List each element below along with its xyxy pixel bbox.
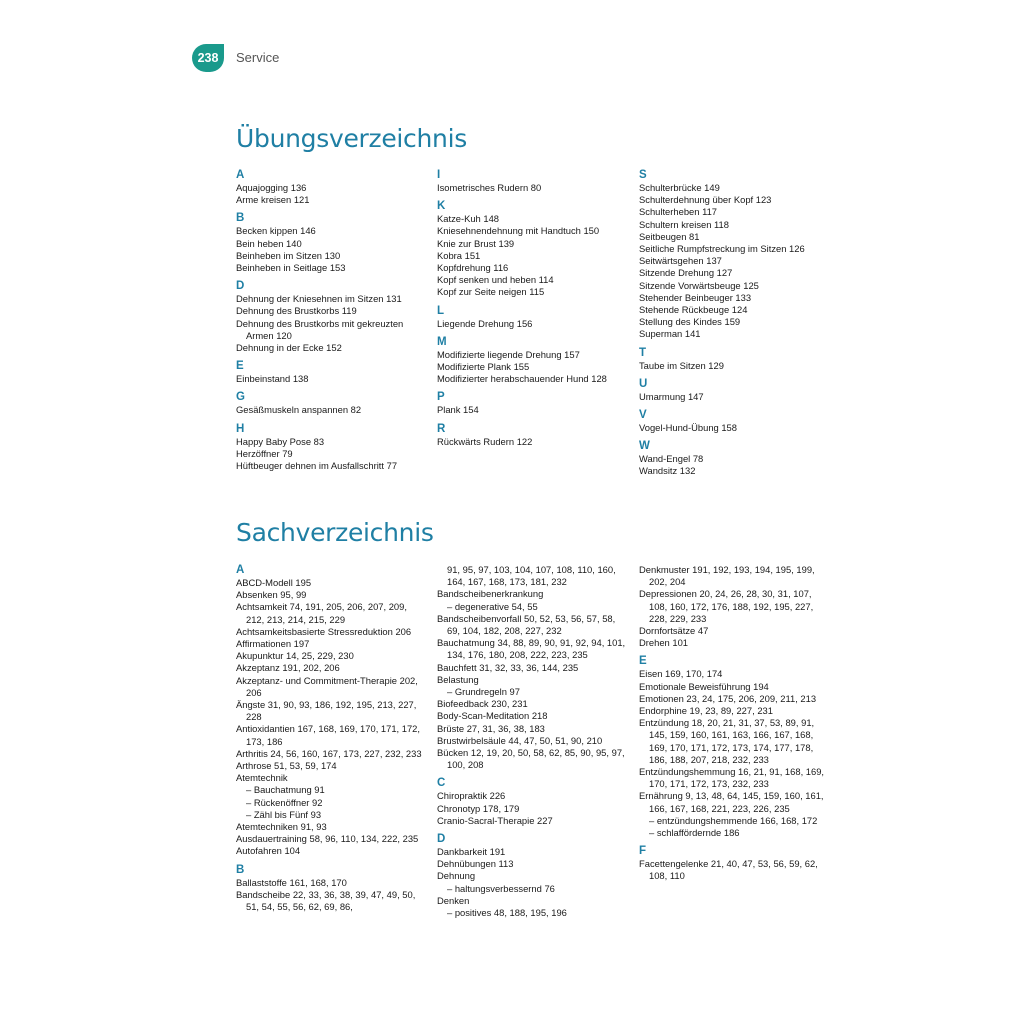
index-entry: Gesäßmuskeln anspannen 82 [236,404,362,416]
index-entry: Dehnung der Kniesehnen im Sitzen 131 [236,293,402,305]
index-entry: Schultern kreisen 118 [639,218,729,230]
index-entry: Ausdauertraining 58, 96, 110, 134, 222, 235 [236,833,419,845]
index-subentry: – haltungsverbessernd 76 [447,882,555,894]
index-letter-heading: E [639,655,647,668]
index-entry: Akzeptanz 191, 202, 206 [236,662,340,674]
index-entry: Dornfortsätze 47 [639,625,709,637]
index-entry: Akupunktur 14, 25, 229, 230 [236,650,354,662]
index-letter-heading: F [639,845,647,858]
index-subentry: – entzündungshemmende 166, 168, 172 [649,814,818,826]
index-entry: Bein heben 140 [236,237,302,249]
index-letter-heading: H [236,422,245,435]
index-entry: Schulterdehnung über Kopf 123 [639,194,772,206]
exercise-index-column-2 [437,169,627,448]
subject-index-column-3 [639,564,829,883]
index-letter-heading: T [639,346,647,359]
index-entry: Biofeedback 230, 231 [437,698,528,710]
index-entry: Akzeptanz- und Commitment-Therapie 202, 206 [236,674,418,698]
index-entry: Liegende Drehung 156 [437,317,533,329]
index-entry: Happy Baby Pose 83 [236,435,325,447]
index-entry: Chronotyp 178, 179 [437,802,520,814]
index-entry: Seitbeugen 81 [639,230,700,242]
index-entry: Modifizierte liegende Drehung 157 [437,348,580,360]
index-entry: Absenken 95, 99 [236,589,307,601]
index-letter-heading: W [639,440,650,453]
index-letter-heading: E [236,360,244,373]
index-entry: Affirmationen 197 [236,638,310,650]
index-entry: Dankbarkeit 191 [437,846,506,858]
index-entry: ABCD-Modell 195 [236,577,312,588]
index-entry: Schulterheben 117 [639,206,718,218]
index-entry: Kopfdrehung 116 [437,262,509,274]
index-entry: Entzündungshemmung 16, 21, 91, 168, 169, 170, 171, 172, 173, 232, 233 [639,766,825,790]
index-letter-heading: K [437,200,446,213]
index-entry: Emotionale Beweisführung 194 [639,680,769,692]
index-entry: Wandsitz 132 [639,465,696,477]
index-entry: Ballaststoffe 161, 168, 170 [236,876,347,888]
index-entry: Plank 154 [437,404,479,416]
index-entry: Brüste 27, 31, 36, 38, 183 [437,722,545,734]
index-entry: Kopf senken und heben 114 [437,274,554,286]
index-entry: Chiropraktik 226 [437,790,506,802]
index-entry: Body-Scan-Meditation 218 [437,710,548,722]
index-entry: Ängste 31, 90, 93, 186, 192, 195, 213, 227, 228 [236,699,417,723]
index-entry: Sitzende Drehung 127 [639,267,733,279]
index-entry: Becken kippen 146 [236,225,316,237]
index-entry: Modifizierte Plank 155 [437,361,530,373]
index-letter-heading: B [236,212,245,225]
index-entry-continuation: 91, 95, 97, 103, 104, 107, 108, 110, 160, 164, 167, 168, 173, 181, 232 [447,564,616,588]
index-entry: Vogel-Hund-Übung 158 [639,422,737,434]
index-entry: Drehen 101 [639,637,688,649]
subject-index-column-1 [236,564,426,913]
index-entry: Bandscheibenerkrankung [437,588,544,600]
index-entry: Kopf zur Seite neigen 115 [437,286,545,298]
index-entry: Arme kreisen 121 [236,194,310,206]
index-entry: Dehnung [437,870,476,882]
index-entry: Seitwärtsgehen 137 [639,255,722,267]
index-subentry: – Grundregeln 97 [447,686,520,698]
index-entry: Beinheben in Seitlage 153 [236,262,346,274]
index-entry: Brustwirbelsäule 44, 47, 50, 51, 90, 210 [437,734,603,746]
index-letter-heading: I [437,169,441,181]
index-entry: Rückwärts Rudern 122 [437,435,533,447]
index-entry: Atemtechnik [236,772,288,784]
index-entry: Hüftbeuger dehnen im Ausfallschritt 77 [236,460,398,472]
index-entry: Sitzende Vorwärtsbeuge 125 [639,279,759,291]
index-entry: Katze-Kuh 148 [437,213,500,225]
index-entry: Denkmuster 191, 192, 193, 194, 195, 199, 202, 204 [639,564,815,588]
index-entry: Superman 141 [639,328,701,340]
index-entry: Dehnung des Brustkorbs mit gekreuzten Armen 120 [236,317,404,341]
index-entry: Bauchatmung 34, 88, 89, 90, 91, 92, 94, 101, 134, 176, 180, 208, 222, 223, 235 [437,637,626,661]
index-entry: Atemtechniken 91, 93 [236,821,327,833]
index-entry: Arthrose 51, 53, 59, 174 [236,760,337,772]
index-entry: Knie zur Brust 139 [437,237,515,249]
index-entry: Stehende Rückbeuge 124 [639,304,748,316]
index-entry: Dehnung in der Ecke 152 [236,342,342,354]
index-entry: Kobra 151 [437,249,481,261]
index-letter-heading: M [437,335,447,348]
index-subentry: – Rückenöffner 92 [246,796,323,808]
index-letter-heading: P [437,391,445,404]
index-entry: Kniesehnendehnung mit Handtuch 150 [437,225,600,237]
index-letter-heading: U [639,377,648,390]
subject-index-column-2 [437,564,627,919]
index-entry: Aquajogging 136 [236,182,307,193]
index-entry: Arthritis 24, 56, 160, 167, 173, 227, 232, 233 [236,747,422,759]
index-subentry: – Zähl bis Fünf 93 [246,808,322,820]
index-entry: Cranio-Sacral-Therapie 227 [437,814,553,826]
index-entry: Eisen 169, 170, 174 [639,668,723,680]
exercise-index-column-3 [639,169,829,478]
page-number-badge: 238 [192,44,224,72]
exercise-index-column-1 [236,169,426,472]
index-entry: Modifizierter herabschauender Hund 128 [437,373,607,385]
index-letter-heading: D [437,833,446,846]
index-entry: Ernährung 9, 13, 48, 64, 145, 159, 160, 161, 166, 167, 168, 221, 223, 226, 235 [639,790,824,814]
index-entry: Antioxidantien 167, 168, 169, 170, 171, 172, 173, 186 [236,723,421,747]
index-entry: Facettengelenke 21, 40, 47, 53, 56, 59, 62, 108, 110 [639,858,818,882]
index-subentry: – Bauchatmung 91 [246,784,325,796]
index-entry: Belastung [437,673,479,685]
section-label: Service [236,50,280,65]
index-letter-heading: L [437,304,445,317]
index-entry: Endorphine 19, 23, 89, 227, 231 [639,705,773,717]
exercise-index-title: Übungsverzeichnis [236,124,467,153]
index-letter-heading: C [437,777,446,790]
index-entry: Autofahren 104 [236,845,301,857]
index-entry: Denken [437,894,470,906]
index-letter-heading: A [236,169,245,181]
index-letter-heading: B [236,863,245,876]
index-entry: Einbeinstand 138 [236,373,309,385]
index-entry: Bandscheibenvorfall 50, 52, 53, 56, 57, 58, 69, 104, 182, 208, 227, 232 [437,612,616,637]
index-letter-heading: V [639,409,647,422]
index-subentry: – positives 48, 188, 195, 196 [447,907,567,919]
index-subentry: – degenerative 54, 55 [447,600,538,612]
index-entry: Achtsamkeitsbasierte Stressreduktion 206 [236,625,412,637]
index-letter-heading: G [236,391,245,404]
index-letter-heading: A [236,564,245,576]
index-entry: Seitliche Rumpfstreckung im Sitzen 126 [639,243,805,255]
index-entry: Isometrisches Rudern 80 [437,182,542,193]
index-letter-heading: R [437,422,446,435]
index-entry: Bandscheibe 22, 33, 36, 38, 39, 47, 49, 50, 51, 54, 55, 56, 62, 69, 86, [236,888,416,913]
index-letter-heading: S [639,169,647,181]
index-entry: Beinheben im Sitzen 130 [236,249,341,261]
index-entry: Bücken 12, 19, 20, 50, 58, 62, 85, 90, 95, 97, 100, 208 [437,747,625,771]
index-entry: Herzöffner 79 [236,447,293,459]
index-entry: Achtsamkeit 74, 191, 205, 206, 207, 209, 212, 213, 214, 215, 229 [236,601,407,625]
index-entry: Wand-Engel 78 [639,453,704,465]
index-entry: Umarmung 147 [639,390,704,402]
index-entry: Schulterbrücke 149 [639,182,720,193]
index-letter-heading: D [236,280,245,293]
subject-index-title: Sachverzeichnis [236,518,434,547]
index-entry: Entzündung 18, 20, 21, 31, 37, 53, 89, 91, 145, 159, 160, 161, 163, 166, 167, 168, 169, 170, 171, 172, 173, 174, 177, 178, 186, 188, 207, 218, 232, 233 [639,717,815,765]
index-entry: Dehnübungen 113 [437,858,514,870]
index-entry: Stehender Beinbeuger 133 [639,291,752,303]
index-entry: Bauchfett 31, 32, 33, 36, 144, 235 [437,661,579,673]
index-entry: Taube im Sitzen 129 [639,359,724,371]
index-subentry: – schlaffördernde 186 [649,827,740,839]
index-entry: Dehnung des Brustkorbs 119 [236,305,357,317]
index-entry: Depressionen 20, 24, 26, 28, 30, 31, 107, 108, 160, 172, 176, 188, 192, 195, 227, 228, 229, 233 [639,588,814,624]
index-entry: Stellung des Kindes 159 [639,316,741,328]
index-entry: Emotionen 23, 24, 175, 206, 209, 211, 213 [639,692,817,704]
